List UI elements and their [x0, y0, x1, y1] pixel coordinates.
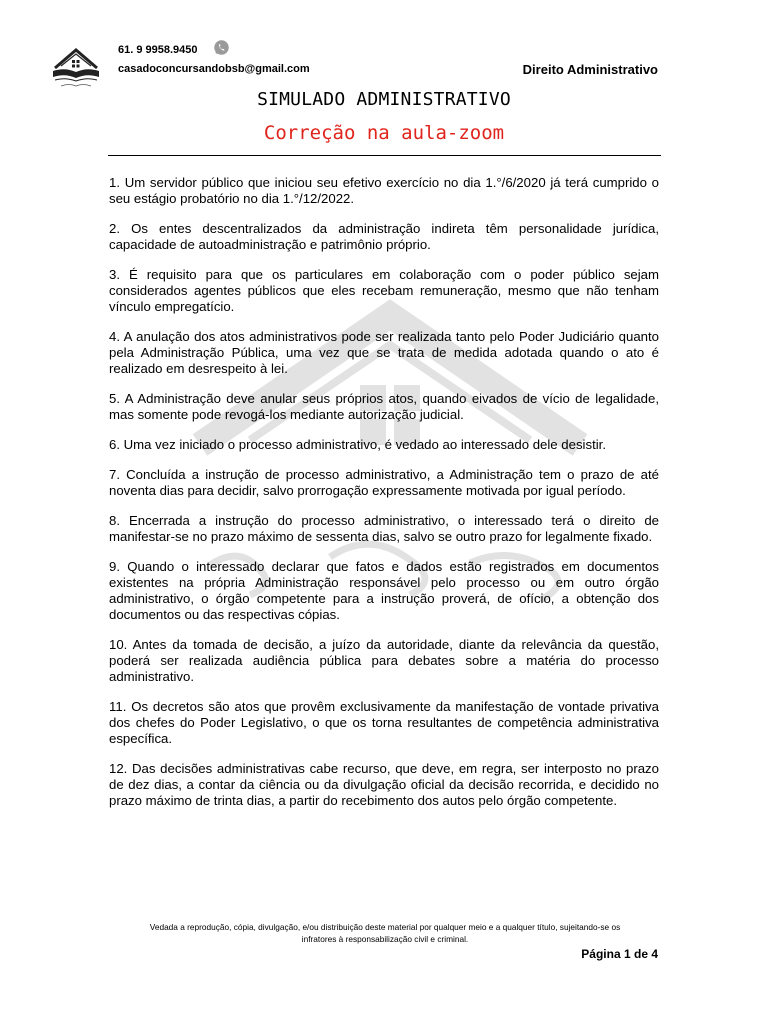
subject-label: Direito Administrativo	[522, 62, 658, 77]
question-item: 8. Encerrada a instrução do processo administrativo, o interessado terá o direito de manifestar-se no prazo máximo de sessenta dias, salvo se outro prazo for legalmente fixado.	[109, 513, 659, 544]
page-title: SIMULADO ADMINISTRATIVO	[257, 89, 511, 110]
question-item: 10. Antes da tomada de decisão, a juízo da autoridade, diante da relevância da questão, poderá ser realizada audiência pública para debates sobre a matéria do processo administrativo.	[109, 637, 659, 684]
question-item: 5. A Administração deve anular seus próprios atos, quando eivados de vício de legalidade, mas somente pode revogá-los mediante autorização judicial.	[109, 391, 659, 422]
question-item: 7. Concluída a instrução de processo administrativo, a Administração tem o prazo de até noventa dias para decidir, salvo prorrogação expressamente motivada por igual período.	[109, 467, 659, 498]
question-item: 11. Os decretos são atos que provêm exclusivamente da manifestação de vontade privativa dos chefes do Poder Legislativo, o que os torna resultantes de competência administrativa específica.	[109, 699, 659, 746]
copyright-line: Vedada a reprodução, cópia, divulgação, e/ou distribuição deste material por qualquer meio e a qualquer título, sujeitando-se os	[149, 922, 621, 932]
email-address: casadoconcursandobsb@gmail.com	[118, 63, 310, 75]
house-book-logo-icon	[47, 44, 105, 92]
question-list	[109, 175, 659, 823]
page-number: Página 1 de 4	[581, 947, 658, 961]
copyright-notice	[95, 921, 675, 945]
question-item: 9. Quando o interessado declarar que fatos e dados estão registrados em documentos existentes na própria Administração responsável pelo processo ou em outro órgão administrativo, o órgão competente para a instrução proverá, de ofício, a obtenção dos documentos ou das respectivas cópias.	[109, 559, 659, 622]
page-subtitle: Correção na aula-zoom	[263, 122, 505, 144]
copyright-line: infratores à responsabilização civil e criminal.	[301, 934, 469, 944]
question-item: 12. Das decisões administrativas cabe recurso, que deve, em regra, ser interposto no prazo de dez dias, a contar da ciência ou da divulgação oficial da decisão recorrida, e decidido no prazo máximo de trinta dias, a partir do recebimento dos autos pelo órgão competente.	[109, 761, 659, 808]
question-item: 1. Um servidor público que iniciou seu efetivo exercício no dia 1.°/6/2020 já terá cumprido o seu estágio probatório no dia 1.°/12/2022.	[109, 175, 659, 206]
question-item: 2. Os entes descentralizados da administração indireta têm personalidade jurídica, capacidade de autoadministração e patrimônio próprio.	[109, 221, 659, 252]
question-item: 3. É requisito para que os particulares em colaboração com o poder público sejam considerados agentes públicos que eles recebam remuneração, mesmo que não tenham vínculo empregatício.	[109, 267, 659, 314]
whatsapp-icon	[213, 39, 230, 56]
header-divider	[108, 155, 661, 156]
question-item: 4. A anulação dos atos administrativos pode ser realizada tanto pelo Poder Judiciário quanto pela Administração Pública, uma vez que se trata de medida adotada quando o ato é realizado em desrespeito à lei.	[109, 329, 659, 376]
question-item: 6. Uma vez iniciado o processo administrativo, é vedado ao interessado dele desistir.	[109, 437, 606, 452]
phone-number: 61. 9 9958.9450	[118, 44, 198, 56]
